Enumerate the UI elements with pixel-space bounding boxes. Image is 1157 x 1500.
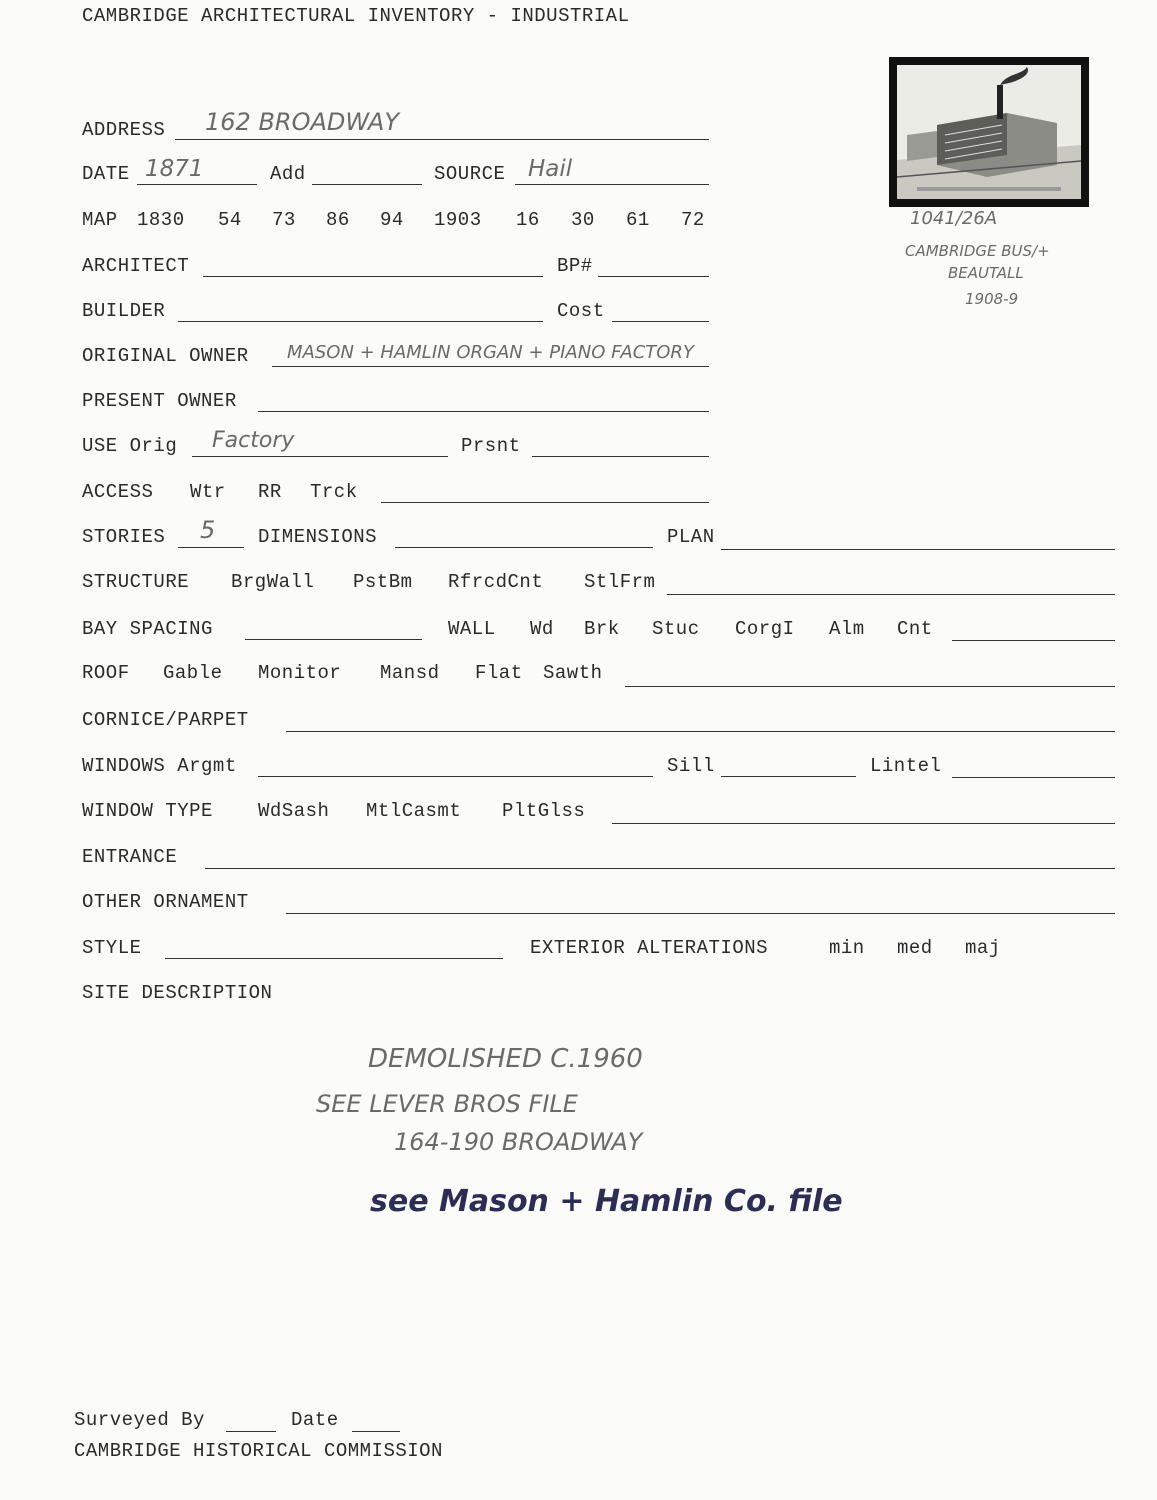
use-value: Factory (212, 428, 295, 453)
wall-option: Stuc (652, 618, 700, 640)
commission-name: CAMBRIDGE HISTORICAL COMMISSION (74, 1440, 443, 1462)
window-type-line (612, 823, 1115, 824)
surveyed-by-label: Surveyed By (74, 1409, 205, 1431)
stories-value: 5 (200, 516, 216, 544)
address-value: 162 BROADWAY (205, 108, 399, 136)
plan-line (721, 549, 1115, 550)
architect-line (203, 276, 543, 277)
photo-note-ref: 1041/26A (910, 208, 998, 229)
structure-option: BrgWall (231, 571, 315, 593)
builder-label: BUILDER (82, 300, 166, 322)
map-year: 1830 (137, 209, 185, 231)
date-line (137, 184, 257, 185)
note-broadway-range: 164-190 BROADWAY (394, 1128, 643, 1156)
structure-option: PstBm (353, 571, 413, 593)
factory-illustration-icon (897, 65, 1081, 199)
date-label: DATE (82, 163, 130, 185)
stories-label: STORIES (82, 526, 166, 548)
access-option: Wtr (190, 481, 226, 503)
roof-option: Monitor (258, 662, 342, 684)
stories-line (178, 547, 244, 548)
roof-option: Sawth (543, 662, 603, 684)
prsnt-line (532, 456, 709, 457)
structure-label: STRUCTURE (82, 571, 190, 593)
survey-date-line (352, 1431, 400, 1432)
map-year: 30 (571, 209, 595, 231)
wall-line (952, 640, 1115, 641)
structure-line (667, 594, 1115, 595)
map-year: 73 (272, 209, 296, 231)
style-label: STYLE (82, 937, 142, 959)
add-label: Add (270, 163, 306, 185)
cornice-label: CORNICE/PARPET (82, 709, 249, 731)
entrance-label: ENTRANCE (82, 846, 178, 868)
roof-line (625, 686, 1115, 687)
add-line (312, 184, 422, 185)
original-owner-value: MASON + HAMLIN ORGAN + PIANO FACTORY (287, 342, 694, 363)
wall-option: Wd (530, 618, 554, 640)
original-owner-label: ORIGINAL OWNER (82, 345, 249, 367)
window-type-option: PltGlss (502, 800, 586, 822)
exterior-alterations-label: EXTERIOR ALTERATIONS (530, 937, 769, 959)
other-ornament-label: OTHER ORNAMENT (82, 891, 249, 913)
roof-option: Flat (475, 662, 523, 684)
date-value: 1871 (145, 156, 204, 182)
window-type-option: MtlCasmt (366, 800, 462, 822)
form-title: CAMBRIDGE ARCHITECTURAL INVENTORY - INDUSTRIAL (82, 5, 630, 27)
window-type-option: WdSash (258, 800, 330, 822)
address-label: ADDRESS (82, 119, 166, 141)
wall-option: Cnt (897, 618, 933, 640)
dimensions-line (395, 547, 653, 548)
map-year: 86 (326, 209, 350, 231)
architect-label: ARCHITECT (82, 255, 190, 277)
note-demolished: DEMOLISHED C.1960 (368, 1044, 643, 1074)
structure-option: RfrcdCnt (448, 571, 544, 593)
alterations-option: maj (965, 937, 1001, 959)
bay-spacing-label: BAY SPACING (82, 618, 213, 640)
builder-line (178, 321, 543, 322)
photo-note-source: CAMBRIDGE BUS/+ (905, 242, 1050, 260)
source-value: Hail (528, 156, 573, 182)
access-label: ACCESS (82, 481, 154, 503)
cost-label: Cost (557, 300, 605, 322)
access-option: RR (258, 481, 282, 503)
photo-note-years: 1908-9 (965, 290, 1019, 308)
windows-line (258, 776, 653, 777)
original-owner-line (272, 366, 709, 367)
map-year: 16 (516, 209, 540, 231)
roof-option: Mansd (380, 662, 440, 684)
note-see-mason-hamlin: see Mason + Hamlin Co. file (370, 1184, 843, 1219)
roof-option: Gable (163, 662, 223, 684)
source-label: SOURCE (434, 163, 506, 185)
roof-label: ROOF (82, 662, 130, 684)
sill-line (721, 776, 856, 777)
map-year: 61 (626, 209, 650, 231)
bp-label: BP# (557, 255, 593, 277)
access-option: Trck (310, 481, 358, 503)
alterations-option: med (897, 937, 933, 959)
map-year: 54 (218, 209, 242, 231)
map-year: 1903 (434, 209, 482, 231)
wall-option: Alm (829, 618, 865, 640)
site-description-label: SITE DESCRIPTION (82, 982, 273, 1004)
use-label: USE Orig (82, 435, 178, 457)
use-line (192, 456, 448, 457)
present-owner-line (258, 411, 709, 412)
wall-label: WALL (448, 618, 496, 640)
lintel-line (952, 777, 1115, 778)
survey-date-label: Date (291, 1409, 339, 1431)
window-type-label: WINDOW TYPE (82, 800, 213, 822)
prsnt-label: Prsnt (461, 435, 521, 457)
entrance-line (205, 868, 1115, 869)
bay-spacing-line (245, 639, 422, 640)
sill-label: Sill (667, 755, 715, 777)
lintel-label: Lintel (870, 755, 942, 777)
style-line (165, 958, 503, 959)
wall-option: Brk (584, 618, 620, 640)
source-line (515, 184, 709, 185)
other-ornament-line (286, 913, 1115, 914)
access-line (381, 502, 709, 503)
alterations-option: min (829, 937, 865, 959)
present-owner-label: PRESENT OWNER (82, 390, 237, 412)
map-year: 94 (380, 209, 404, 231)
structure-option: StlFrm (584, 571, 656, 593)
windows-label: WINDOWS Argmt (82, 755, 237, 777)
photo-note-name: BEAUTALL (948, 264, 1024, 282)
factory-photo (889, 57, 1089, 207)
address-line (175, 139, 709, 140)
cost-line (612, 321, 709, 322)
map-year: 72 (681, 209, 705, 231)
bp-line (598, 276, 709, 277)
cornice-line (286, 731, 1115, 732)
map-label: MAP (82, 209, 118, 231)
plan-label: PLAN (667, 526, 715, 548)
dimensions-label: DIMENSIONS (258, 526, 378, 548)
surveyed-by-line (226, 1431, 276, 1432)
note-see-lever-bros: SEE LEVER BROS FILE (316, 1090, 578, 1118)
wall-option: CorgI (735, 618, 795, 640)
